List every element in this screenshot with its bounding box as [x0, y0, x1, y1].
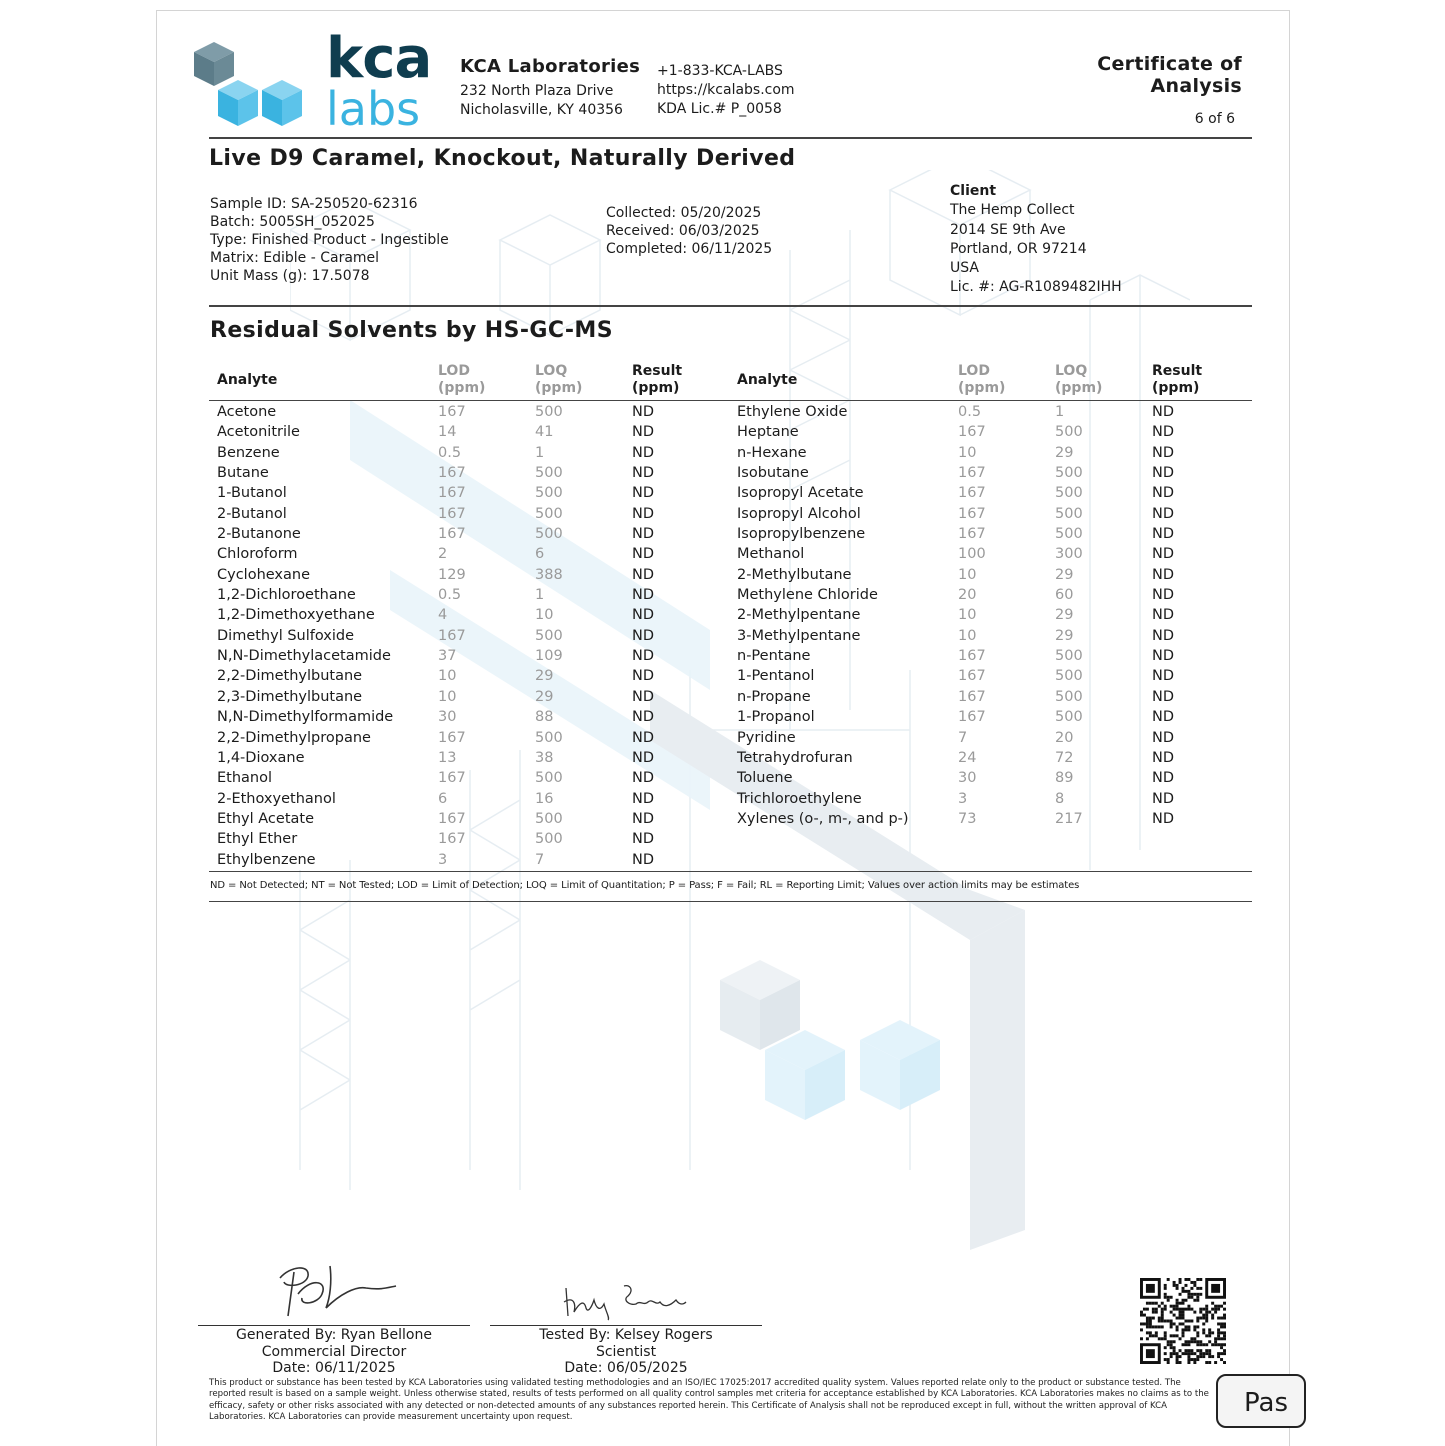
result-cell: ND: [1152, 485, 1175, 502]
table-row: [737, 687, 1237, 707]
analyte-cell: Isopropyl Alcohol: [737, 505, 861, 522]
loq-cell: 500: [1055, 424, 1083, 441]
client-country: USA: [950, 260, 979, 277]
result-cell: ND: [632, 526, 655, 543]
header-lod-label: LOD: [958, 363, 990, 379]
loq-cell: 8: [1055, 790, 1065, 807]
table-row: [737, 666, 1237, 686]
table-row: [217, 850, 717, 870]
analyte-cell: Ethyl Ether: [217, 831, 298, 848]
result-cell: ND: [632, 546, 655, 563]
loq-cell: 217: [1055, 810, 1083, 827]
loq-cell: 300: [1055, 546, 1083, 563]
results-table-left: [217, 402, 717, 870]
brand-labs-text: labs: [326, 82, 421, 136]
lod-cell: 14: [438, 424, 457, 441]
table-row: [737, 605, 1237, 625]
signature-tested-by: [490, 1327, 762, 1377]
loq-cell: 10: [535, 607, 554, 624]
loq-cell: 388: [535, 566, 563, 583]
analyte-cell: 2-Ethoxyethanol: [217, 790, 336, 807]
table-row: [737, 809, 1237, 829]
lod-cell: 167: [438, 526, 466, 543]
lod-cell: 20: [958, 587, 977, 604]
table-row: [737, 646, 1237, 666]
loq-cell: 500: [1055, 668, 1083, 685]
lod-cell: 167: [438, 729, 466, 746]
analyte-cell: Methanol: [737, 546, 805, 563]
lod-cell: 10: [958, 607, 977, 624]
analyte-cell: Butane: [217, 465, 269, 482]
lab-address: [460, 82, 623, 120]
abbreviations-footnote: ND = Not Detected; NT = Not Tested; LOD = Limit of Detection; LOQ = Limit of Quantitation; P = Pass; F = Fail; RL = Reporting Limit; Values over action limits may be estimates: [210, 880, 1080, 891]
analyte-cell: 2,2-Dimethylbutane: [217, 668, 363, 685]
analyte-cell: Isopropylbenzene: [737, 526, 866, 543]
lod-cell: 3: [958, 790, 968, 807]
header-result-right: [1152, 363, 1202, 397]
result-cell: ND: [632, 851, 655, 868]
lab-website-link[interactable]: https://kcalabs.com: [657, 82, 795, 98]
result-cell: ND: [1152, 709, 1175, 726]
table-row: [737, 544, 1237, 564]
loq-cell: 500: [535, 526, 563, 543]
result-cell: ND: [632, 831, 655, 848]
result-cell: ND: [1152, 688, 1175, 705]
loq-cell: 500: [1055, 648, 1083, 665]
loq-cell: 500: [535, 729, 563, 746]
lod-cell: 10: [958, 444, 977, 461]
lod-cell: 167: [958, 505, 986, 522]
lod-cell: 0.5: [438, 587, 462, 604]
lod-cell: 167: [958, 648, 986, 665]
header-loq-unit: (ppm): [1055, 380, 1103, 396]
loq-cell: 500: [1055, 709, 1083, 726]
lod-cell: 167: [958, 709, 986, 726]
product-title: Live D9 Caramel, Knockout, Naturally Derived: [209, 146, 796, 171]
lod-cell: 167: [438, 465, 466, 482]
analyte-cell: Dimethyl Sulfoxide: [217, 627, 355, 644]
analyte-cell: n-Propane: [737, 688, 811, 705]
analyte-cell: 1-Propanol: [737, 709, 815, 726]
table-row: [217, 768, 717, 788]
analyte-cell: Ethylene Oxide: [737, 404, 848, 420]
result-cell: ND: [632, 627, 655, 644]
table-bottom-divider: [209, 871, 1252, 872]
footnote-divider: [209, 901, 1252, 902]
collected-date: Collected: 05/20/2025: [606, 205, 762, 221]
result-cell: ND: [1152, 546, 1175, 563]
analyte-cell: Heptane: [737, 424, 799, 441]
loq-cell: 1: [535, 444, 545, 461]
tested-by-role: Scientist: [595, 1343, 657, 1360]
result-cell: ND: [1152, 465, 1175, 482]
header-lod-unit: (ppm): [438, 380, 486, 396]
result-cell: ND: [632, 607, 655, 624]
generated-by-name: Generated By: Ryan Bellone: [236, 1327, 432, 1343]
analyte-cell: Isobutane: [737, 465, 809, 482]
lod-cell: 167: [958, 485, 986, 502]
result-cell: ND: [1152, 627, 1175, 644]
table-row: [217, 626, 717, 646]
signature-image: [560, 1278, 690, 1322]
loq-cell: 500: [1055, 688, 1083, 705]
result-cell: ND: [1152, 729, 1175, 746]
lod-cell: 167: [438, 810, 466, 827]
sample-id: Sample ID: SA-250520-62316: [210, 196, 418, 212]
loq-cell: 500: [535, 465, 563, 482]
analyte-cell: Cyclohexane: [217, 566, 311, 583]
table-row: [217, 666, 717, 686]
analyte-cell: Benzene: [217, 444, 280, 461]
loq-cell: 500: [535, 485, 563, 502]
table-row: [737, 789, 1237, 809]
table-row: [217, 463, 717, 483]
analyte-cell: Tetrahydrofuran: [737, 749, 853, 766]
legal-disclaimer: This product or substance has been tested by KCA Laboratories using validated testing methodologies and an ISO/IEC 17025:2017 accredited quality system. Values reported relate only to the product or substance tested. The reported result is based on a sample weight. Unless otherwise stated, results of tests performed on all quality control samples met criteria for acceptance established by KCA Laboratories. KCA Laboratories makes no claims as to the efficacy, safety or other risks associated with any detected or non-detected amounts of any substances reported herein. This Certificate of Analysis shall not be reproduced except in full, without the written approval of KCA Laboratories. KCA Laboratories can provide measurement uncertainty upon request.: [209, 1378, 1209, 1422]
analyte-cell: 2-Methylbutane: [737, 566, 852, 583]
loq-cell: 1: [535, 587, 545, 604]
result-cell: ND: [632, 749, 655, 766]
table-row: [217, 402, 717, 422]
result-cell: ND: [632, 587, 655, 604]
lod-cell: 73: [958, 810, 977, 827]
analyte-cell: Toluene: [737, 770, 793, 787]
table-row: [737, 443, 1237, 463]
result-cell: ND: [632, 485, 655, 502]
kca-cube-logo-icon: [192, 38, 312, 133]
table-row: [217, 544, 717, 564]
result-cell: ND: [632, 668, 655, 685]
table-row: [737, 707, 1237, 727]
loq-cell: 500: [1055, 526, 1083, 543]
pass-button[interactable]: Pas: [1216, 1374, 1306, 1428]
generated-by-date: Date: 06/11/2025: [272, 1360, 396, 1376]
lod-cell: 0.5: [958, 404, 982, 420]
lod-cell: 10: [438, 688, 457, 705]
loq-cell: 29: [1055, 566, 1074, 583]
lod-cell: 6: [438, 790, 448, 807]
client-license: Lic. #: AG-R1089482IHH: [950, 279, 1122, 296]
results-table-right: [737, 402, 1237, 829]
header-loq-label: LOQ: [1055, 363, 1088, 379]
result-cell: ND: [632, 810, 655, 827]
header-result-unit: (ppm): [632, 380, 680, 396]
batch: Batch: 5005SH_052025: [210, 214, 375, 230]
lod-cell: 10: [958, 566, 977, 583]
analyte-cell: 3-Methylpentane: [737, 627, 861, 644]
lod-cell: 167: [958, 688, 986, 705]
table-row: [217, 443, 717, 463]
lod-cell: 24: [958, 749, 977, 766]
table-row: [737, 504, 1237, 524]
table-row: [217, 565, 717, 585]
loq-cell: 60: [1055, 587, 1074, 604]
analyte-cell: 2,2-Dimethylpropane: [217, 729, 371, 746]
analyte-cell: 2,3-Dimethylbutane: [217, 688, 363, 705]
loq-cell: 109: [535, 648, 563, 665]
table-row: [737, 748, 1237, 768]
header-loq-right: [1055, 363, 1102, 397]
analyte-cell: 1,4-Dioxane: [217, 749, 305, 766]
result-cell: ND: [1152, 587, 1175, 604]
lod-cell: 167: [438, 485, 466, 502]
info-divider: [209, 305, 1252, 307]
result-cell: ND: [1152, 404, 1175, 420]
table-row: [217, 524, 717, 544]
table-row: [217, 687, 717, 707]
loq-cell: 41: [535, 424, 554, 441]
analyte-cell: 1-Pentanol: [737, 668, 815, 685]
sample-dates: [606, 204, 772, 258]
header-analyte-right: Analyte: [737, 372, 798, 388]
analyte-cell: Methylene Chloride: [737, 587, 878, 604]
client-label: Client: [950, 183, 997, 199]
client-name: The Hemp Collect: [950, 202, 1075, 219]
analyte-cell: Pyridine: [737, 729, 796, 746]
sample-info: [210, 195, 449, 285]
lod-cell: 167: [958, 465, 986, 482]
loq-cell: 7: [535, 851, 545, 868]
loq-cell: 500: [1055, 465, 1083, 482]
result-cell: ND: [1152, 526, 1175, 543]
table-row: [217, 809, 717, 829]
loq-cell: 500: [1055, 485, 1083, 502]
lod-cell: 2: [438, 546, 448, 563]
header-lod-label: LOD: [438, 363, 470, 379]
result-cell: ND: [1152, 810, 1175, 827]
lod-cell: 100: [958, 546, 986, 563]
header-lod-left: [438, 363, 485, 397]
analyte-cell: Isopropyl Acetate: [737, 485, 864, 502]
lod-cell: 167: [438, 505, 466, 522]
header-divider: [209, 137, 1252, 139]
lab-contact: [657, 62, 795, 119]
product-type: Type: Finished Product - Ingestible: [210, 232, 449, 248]
lod-cell: 167: [958, 668, 986, 685]
section-title: Residual Solvents by HS-GC-MS: [210, 318, 613, 343]
signature-line-tested: [490, 1325, 762, 1326]
table-header-divider: [209, 400, 1252, 401]
table-row: [217, 748, 717, 768]
document-title: Certificate of Analysis: [1097, 53, 1242, 97]
table-row: [737, 626, 1237, 646]
lab-phone: +1-833-KCA-LABS: [657, 63, 783, 79]
loq-cell: 88: [535, 709, 554, 726]
result-cell: ND: [632, 729, 655, 746]
loq-cell: 29: [535, 668, 554, 685]
lod-cell: 129: [438, 566, 466, 583]
analyte-cell: Chloroform: [217, 546, 298, 563]
table-row: [217, 789, 717, 809]
analyte-cell: Acetone: [217, 404, 277, 420]
lod-cell: 167: [438, 627, 466, 644]
table-row: [737, 483, 1237, 503]
analyte-cell: Ethyl Acetate: [217, 810, 314, 827]
lab-name: KCA Laboratories: [460, 56, 641, 77]
lod-cell: 167: [438, 404, 466, 420]
analyte-cell: N,N-Dimethylformamide: [217, 709, 394, 726]
table-row: [737, 463, 1237, 483]
analyte-cell: 1-Butanol: [217, 485, 287, 502]
analyte-cell: Ethanol: [217, 770, 273, 787]
lod-cell: 7: [958, 729, 968, 746]
table-row: [737, 565, 1237, 585]
result-cell: ND: [1152, 444, 1175, 461]
analyte-cell: Trichloroethylene: [737, 790, 862, 807]
result-cell: ND: [1152, 648, 1175, 665]
signature-line-generated: [198, 1325, 470, 1326]
lod-cell: 167: [438, 770, 466, 787]
loq-cell: 29: [1055, 607, 1074, 624]
loq-cell: 500: [1055, 505, 1083, 522]
analyte-cell: Xylenes (o-, m-, and p-): [737, 810, 909, 827]
result-cell: ND: [1152, 668, 1175, 685]
lod-cell: 30: [958, 770, 977, 787]
received-date: Received: 06/03/2025: [606, 223, 760, 239]
result-cell: ND: [632, 566, 655, 583]
loq-cell: 6: [535, 546, 545, 563]
lod-cell: 37: [438, 648, 457, 665]
table-row: [737, 728, 1237, 748]
table-row: [217, 646, 717, 666]
result-cell: ND: [632, 444, 655, 461]
table-row: [217, 829, 717, 849]
loq-cell: 16: [535, 790, 554, 807]
result-cell: ND: [1152, 566, 1175, 583]
analyte-cell: 2-Butanol: [217, 505, 287, 522]
result-cell: ND: [632, 505, 655, 522]
result-cell: ND: [1152, 770, 1175, 787]
analyte-cell: n-Hexane: [737, 444, 807, 461]
page-number: 6 of 6: [1194, 111, 1235, 127]
analyte-cell: Acetonitrile: [217, 424, 300, 441]
lod-cell: 3: [438, 851, 448, 868]
lab-address-line1: 232 North Plaza Drive: [460, 83, 614, 99]
table-row: [217, 728, 717, 748]
result-cell: ND: [632, 790, 655, 807]
header-lod-unit: (ppm): [958, 380, 1006, 396]
analyte-cell: Ethylbenzene: [217, 851, 316, 868]
header-analyte-left: Analyte: [217, 372, 278, 388]
header-lod-right: [958, 363, 1005, 397]
analyte-cell: 2-Butanone: [217, 526, 301, 543]
loq-cell: 29: [535, 688, 554, 705]
client-info: [950, 182, 1122, 298]
brand-kca-text: kca: [326, 26, 432, 91]
loq-cell: 500: [535, 404, 563, 420]
result-cell: ND: [1152, 424, 1175, 441]
lod-cell: 10: [958, 627, 977, 644]
analyte-cell: n-Pentane: [737, 648, 811, 665]
result-cell: ND: [632, 465, 655, 482]
generated-by-role: Commercial Director: [261, 1343, 407, 1360]
analyte-cell: 1,2-Dichloroethane: [217, 587, 356, 604]
loq-cell: 38: [535, 749, 554, 766]
result-cell: ND: [632, 404, 655, 420]
lod-cell: 167: [438, 831, 466, 848]
analyte-cell: 2-Methylpentane: [737, 607, 861, 624]
lod-cell: 30: [438, 709, 457, 726]
table-row: [737, 768, 1237, 788]
loq-cell: 500: [535, 627, 563, 644]
header-loq-left: [535, 363, 582, 397]
client-city: Portland, OR 97214: [950, 240, 1087, 257]
loq-cell: 500: [535, 831, 563, 848]
result-cell: ND: [1152, 749, 1175, 766]
lod-cell: 10: [438, 668, 457, 685]
result-cell: ND: [1152, 505, 1175, 522]
table-row: [737, 585, 1237, 605]
qr-code-icon[interactable]: [1140, 1278, 1226, 1364]
loq-cell: 29: [1055, 444, 1074, 461]
loq-cell: 89: [1055, 770, 1074, 787]
result-cell: ND: [1152, 790, 1175, 807]
table-row: [737, 402, 1237, 422]
analyte-cell: N,N-Dimethylacetamide: [217, 648, 391, 665]
lab-address-line2: Nicholasville, KY 40356: [460, 102, 623, 118]
lod-cell: 167: [958, 526, 986, 543]
matrix: Matrix: Edible - Caramel: [210, 250, 380, 266]
loq-cell: 1: [1055, 404, 1065, 420]
header-loq-unit: (ppm): [535, 380, 583, 396]
table-row: [737, 422, 1237, 442]
result-cell: ND: [632, 688, 655, 705]
signature-generated-by: [198, 1327, 470, 1377]
analyte-cell: 1,2-Dimethoxyethane: [217, 607, 375, 624]
loq-cell: 20: [1055, 729, 1074, 746]
table-row: [737, 524, 1237, 544]
tested-by-name: Tested By: Kelsey Rogers: [539, 1327, 713, 1343]
signature-image: [270, 1258, 400, 1322]
client-street: 2014 SE 9th Ave: [950, 221, 1066, 238]
loq-cell: 500: [535, 770, 563, 787]
loq-cell: 500: [535, 810, 563, 827]
header-result-left: [632, 363, 682, 397]
lod-cell: 0.5: [438, 444, 462, 461]
loq-cell: 500: [535, 505, 563, 522]
unit-mass: Unit Mass (g): 17.5078: [210, 268, 370, 284]
result-cell: ND: [632, 424, 655, 441]
tested-by-date: Date: 06/05/2025: [564, 1360, 688, 1376]
table-row: [217, 605, 717, 625]
header-result-label: Result: [1152, 363, 1203, 379]
result-cell: ND: [632, 648, 655, 665]
header-result-label: Result: [632, 363, 683, 379]
lab-license: KDA Lic.# P_0058: [657, 101, 782, 117]
table-row: [217, 504, 717, 524]
lod-cell: 167: [958, 424, 986, 441]
table-row: [217, 585, 717, 605]
result-cell: ND: [632, 770, 655, 787]
table-row: [217, 422, 717, 442]
header-loq-label: LOQ: [535, 363, 568, 379]
loq-cell: 72: [1055, 749, 1074, 766]
table-row: [217, 707, 717, 727]
header-result-unit: (ppm): [1152, 380, 1200, 396]
loq-cell: 29: [1055, 627, 1074, 644]
lod-cell: 13: [438, 749, 457, 766]
result-cell: ND: [1152, 607, 1175, 624]
completed-date: Completed: 06/11/2025: [606, 241, 773, 257]
result-cell: ND: [632, 709, 655, 726]
lod-cell: 4: [438, 607, 448, 624]
table-row: [217, 483, 717, 503]
